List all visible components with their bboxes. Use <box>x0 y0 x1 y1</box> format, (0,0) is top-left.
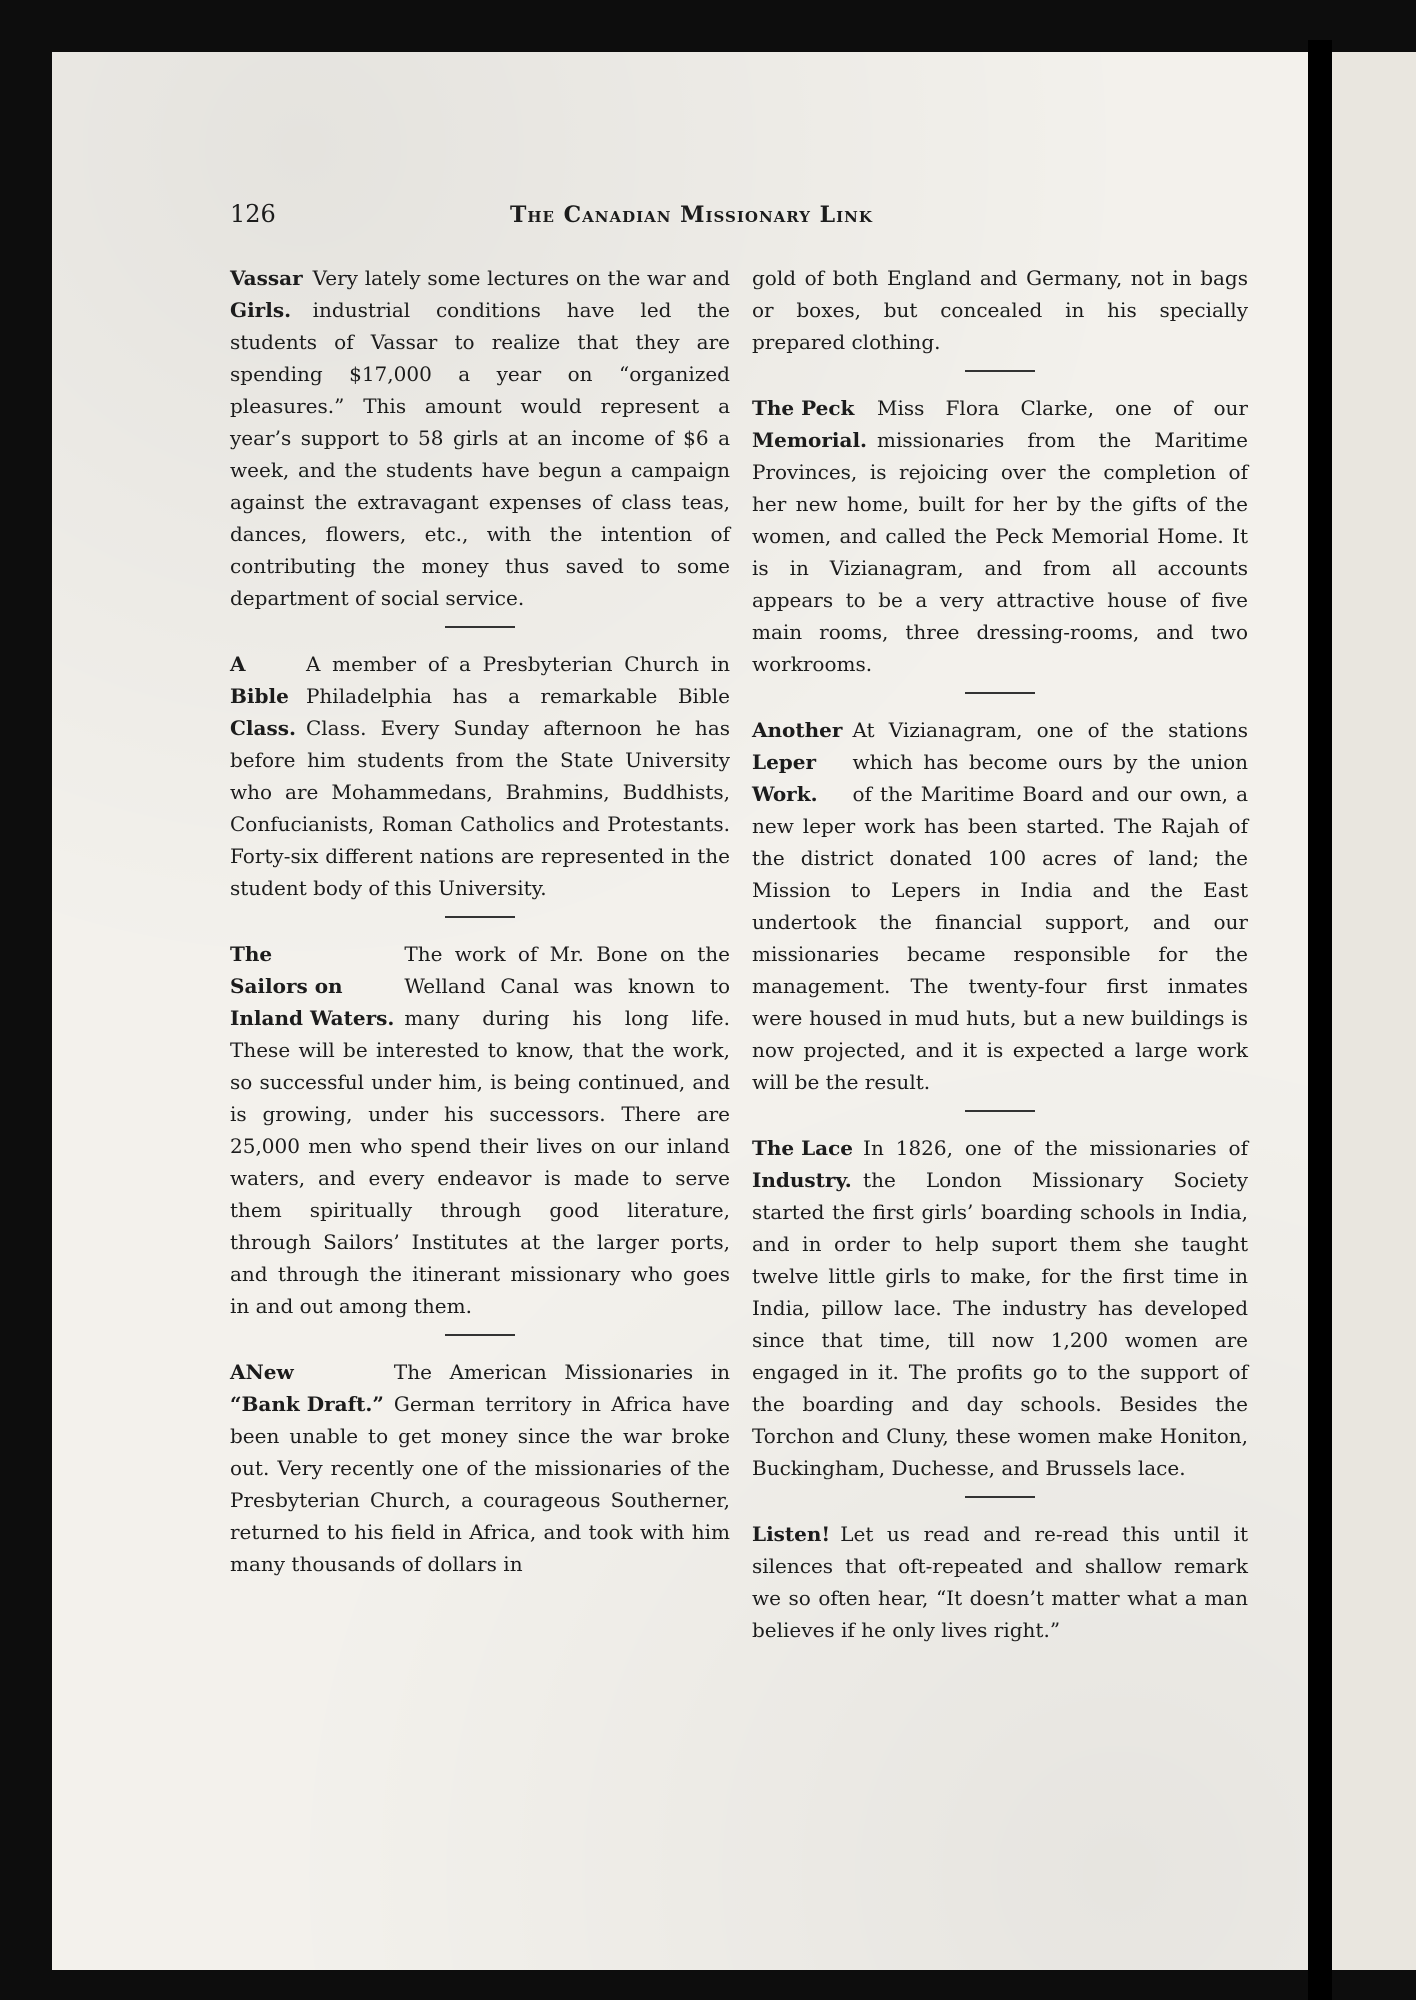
section-body: The work of Mr. Bone on the Welland Canal was known to many during his long life. These will be interested to know, that the work, so successful under him, is being continued, and is growing, under his successors. There are 25,000 men who spend their lives on our inland waters, and every endeavor is made to serve them spiritually through good literature, through Sailors’ Institutes at the larger ports, and through the itinerant missionary who goes in and out among them. <box>230 942 730 1318</box>
section-leper-work <box>752 714 1248 1098</box>
page-gutter <box>1308 40 1332 2000</box>
section-heading: Listen! <box>752 1522 831 1546</box>
section-heading: Vassar Girls. <box>230 266 303 322</box>
section-divider <box>965 1496 1035 1498</box>
section-bank-draft <box>230 1356 730 1580</box>
section-lace-industry <box>752 1132 1248 1484</box>
section-heading: The Sailors on Inland Waters. <box>230 942 395 1030</box>
section-divider <box>965 370 1035 372</box>
section-divider <box>965 1110 1035 1112</box>
section-bible-class <box>230 648 730 904</box>
section-body: gold of both England and Germany, not in bags or boxes, but concealed in his specially prepared clothing. <box>752 266 1248 354</box>
next-page-edge <box>1332 52 1416 1970</box>
section-heading: The Lace Industry. <box>752 1136 854 1192</box>
section-heading: The Peck Memorial. <box>752 396 868 452</box>
section-sailors <box>230 938 730 1322</box>
page-header <box>230 200 1230 240</box>
page-number: 126 <box>230 200 276 228</box>
section-vassar-girls <box>230 262 730 614</box>
section-body: A member of a Presbyterian Church in Philadelphia has a remarkable Bible Class. Every Sunday afternoon he has before him students from the State University who are Mohammedans, Brahmins, Buddhists, Confucianists, Roman Catholics and Protestants. Forty-six different nations are represented in the student body of this University. <box>230 652 730 900</box>
section-peck-memorial <box>752 392 1248 680</box>
section-body: The American Missionaries in German territory in Africa have been unable to get money since the war broke out. Very recently one of the missionaries of the Presbyterian Church, a courageous Southerner, returned to his field in Africa, and took with him many thousands of dollars in <box>230 1360 730 1576</box>
section-heading: A Bible Class. <box>230 652 296 740</box>
section-heading: ANew “Bank Draft.” <box>230 1360 384 1416</box>
section-heading: Another Leper Work. <box>752 718 843 806</box>
section-body: In 1826, one of the missionaries of the London Missionary Society started the first girls’ boarding schools in India, and in order to help suport them she taught twelve little girls to make, for the first time in India, pillow lace. The industry has developed since that time, till now 1,200 women are engaged in it. The profits go to the support of the boarding and day schools. Besides the Torchon and Cluny, these women make Honiton, Buckingham, Duchesse, and Brussels lace. <box>752 1136 1248 1480</box>
section-listen <box>752 1518 1248 1646</box>
section-divider <box>965 692 1035 694</box>
section-body: Let us read and re-read this until it silences that oft-repeated and shallow remark we so often hear, “It doesn’t matter what a man believes if he only lives right.” <box>752 1522 1248 1642</box>
journal-title: The Canadian Missionary Link <box>510 202 873 228</box>
section-bank-draft-continued <box>752 262 1248 358</box>
section-body: Very lately some lectures on the war and industrial conditions have led the students of Vassar to realize that they are spending $17,000 a year on “organized pleasures.” This amount would represent a year’s support to 58 girls at an income of $6 a week, and the students have begun a campaign against the extravagant expenses of class teas, dances, flowers, etc., with the intention of contributing the money thus saved to some department of social service. <box>230 266 730 610</box>
section-divider <box>445 916 515 918</box>
right-column <box>752 262 1248 1646</box>
section-divider <box>445 626 515 628</box>
section-divider <box>445 1334 515 1336</box>
section-body: At Vizianagram, one of the stations which has become ours by the union of the Maritime Board and our own, a new leper work has been started. The Rajah of the district donated 100 acres of land; the Mission to Lepers in India and the East undertook the financial support, and our missionaries became responsible for the management. The twenty-four first inmates were housed in mud huts, but a new buildings is now projected, and it is expected a large work will be the result. <box>752 718 1248 1094</box>
section-body: Miss Flora Clarke, one of our missionaries from the Maritime Provinces, is rejoicing over the completion of her new home, built for her by the gifts of the women, and called the Peck Memorial Home. It is in Vizianagram, and from all accounts appears to be a very attractive house of five main rooms, three dressing-rooms, and two workrooms. <box>752 396 1248 676</box>
left-column <box>230 262 730 1580</box>
